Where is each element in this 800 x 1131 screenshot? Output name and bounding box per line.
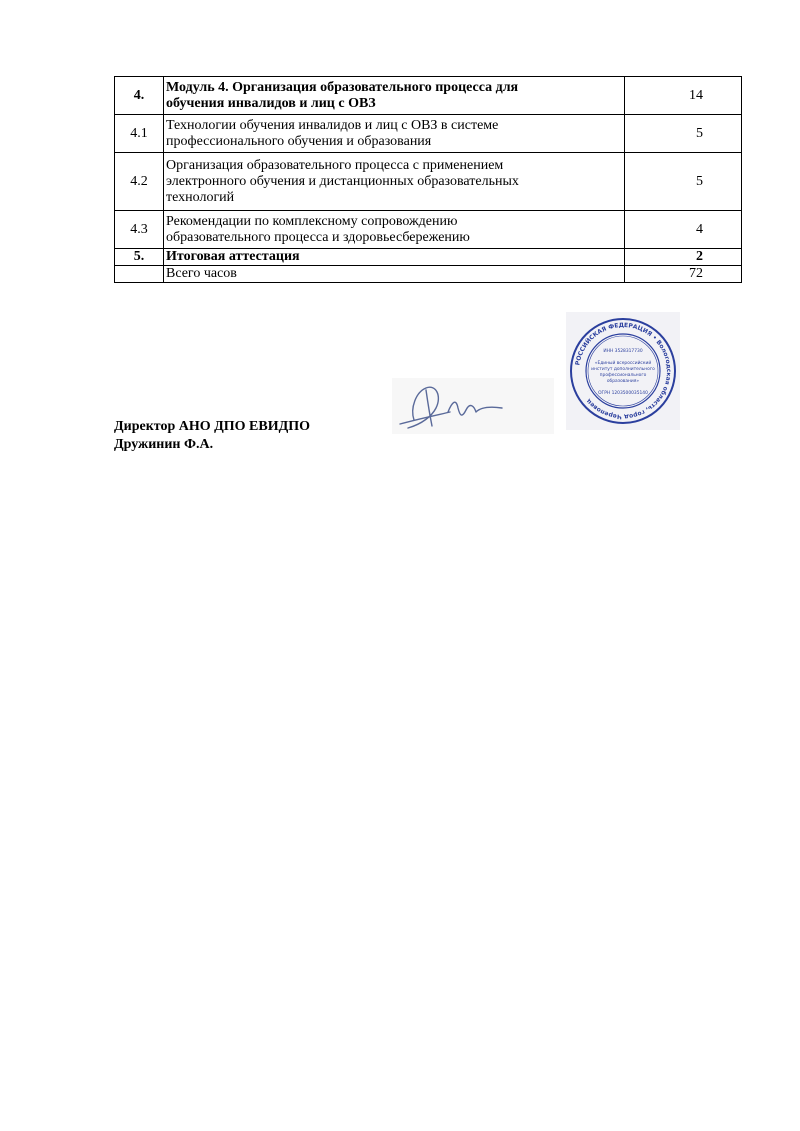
- row-hours: 2: [625, 249, 742, 266]
- curriculum-table: [114, 76, 742, 283]
- seal-center-line-4: образования»: [606, 379, 640, 384]
- table-row-4-1: [115, 115, 742, 153]
- row-number: 4.: [115, 77, 164, 115]
- signatory-block: [114, 418, 310, 454]
- handwritten-signature: [392, 378, 554, 434]
- row-number: 4.2: [115, 153, 164, 211]
- row-hours: 72: [625, 266, 742, 283]
- seal-center-line-1: «Единый всероссийский: [594, 361, 652, 366]
- seal-icon: [566, 312, 680, 430]
- seal-ogrn: ОГРН 1203500035140: [598, 391, 648, 396]
- table-row-final-attestation: [115, 249, 742, 266]
- row-title: Итоговая аттестация: [164, 249, 625, 266]
- row-number: [115, 266, 164, 283]
- table-row-module-4: [115, 77, 742, 115]
- row-title: Всего часов: [164, 266, 625, 283]
- row-hours: 5: [625, 153, 742, 211]
- row-hours: 4: [625, 211, 742, 249]
- row-number: 4.3: [115, 211, 164, 249]
- signature-icon: [392, 378, 554, 434]
- row-hours: 14: [625, 77, 742, 115]
- row-title: Организация образовательного процесса с применением электронного обучения и дистанционных образовательных технологий: [164, 153, 625, 211]
- seal-inn: ИНН 3528317730: [603, 349, 643, 354]
- seal-center-line-2: институт дополнительного: [591, 367, 655, 372]
- table-row-4-2: [115, 153, 742, 211]
- row-number: 5.: [115, 249, 164, 266]
- row-title: Рекомендации по комплексному сопровождению образовательного процесса и здоровьесбережению: [164, 211, 625, 249]
- row-hours: 5: [625, 115, 742, 153]
- seal-outer-text: РОССИЙСКАЯ ФЕДЕРАЦИЯ • Вологодская область, город Череповец: [574, 321, 673, 421]
- row-title: Модуль 4. Организация образовательного процесса для обучения инвалидов и лиц с ОВЗ: [164, 77, 625, 115]
- signatory-position: Директор АНО ДПО ЕВИДПО: [114, 419, 311, 434]
- row-title: Технологии обучения инвалидов и лиц с ОВЗ в системе профессионального обучения и образования: [164, 115, 625, 153]
- table-row-4-3: [115, 211, 742, 249]
- row-number: 4.1: [115, 115, 164, 153]
- seal-center-line-3: профессионального: [599, 373, 647, 378]
- official-seal: [566, 312, 680, 430]
- signatory-name: Дружинин Ф.А.: [114, 437, 214, 452]
- table-row-total: [115, 266, 742, 283]
